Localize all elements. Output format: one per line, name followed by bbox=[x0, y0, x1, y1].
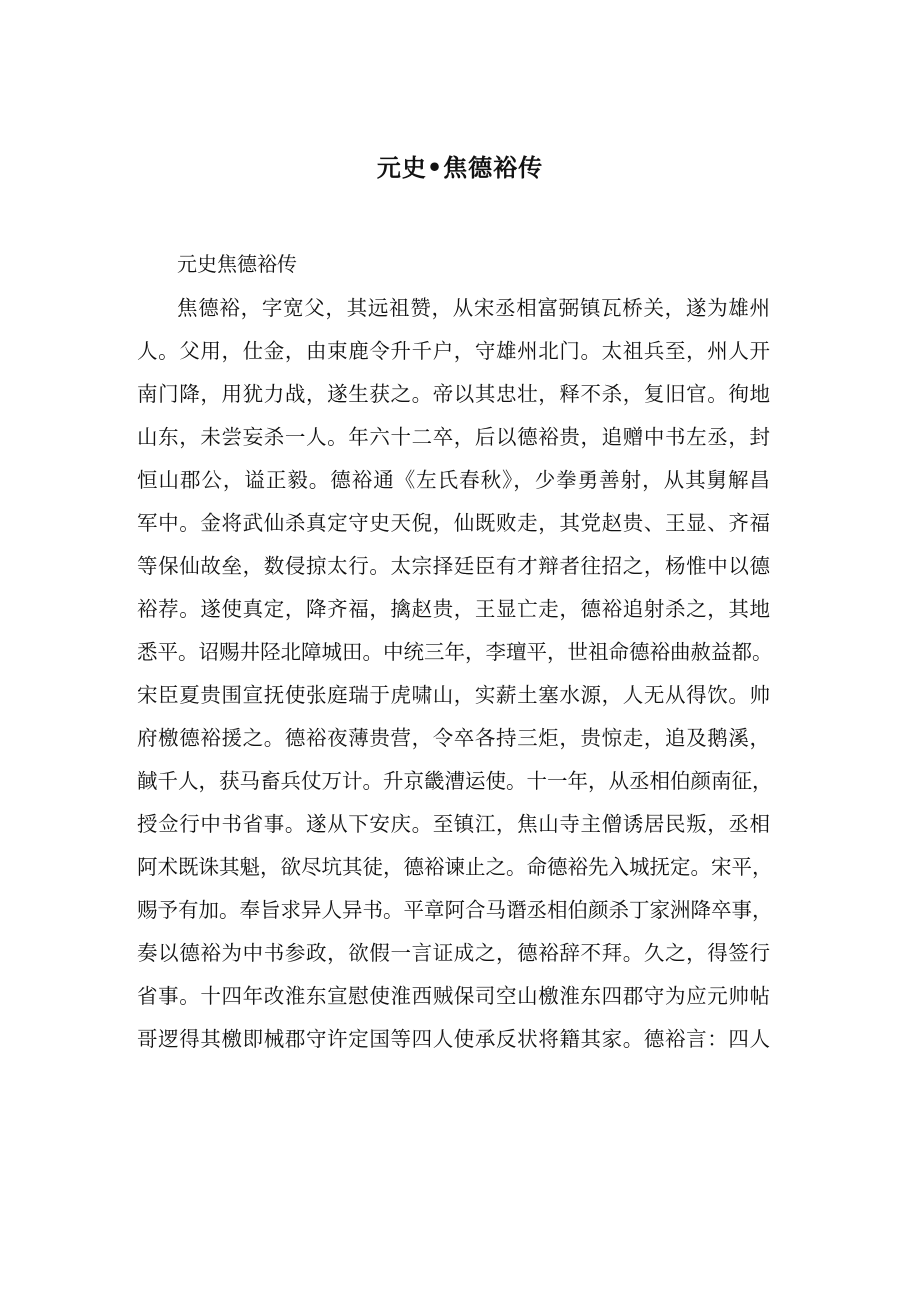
body-line: 授佥行中书省事。遂从下安庆。至镇江，焦山寺主僧诱居民叛，丞相 bbox=[137, 812, 770, 836]
body-line: 阿术既诛其魁，欲尽坑其徒，德裕谏止之。命德裕先入城抚定。宋平， bbox=[137, 855, 773, 879]
body-line: 府檄德裕援之。德裕夜薄贵营，令卒各持三炬，贵惊走，追及鹅溪， bbox=[137, 726, 770, 750]
body-line: 人。父用，仕金，由束鹿令升千户，守雄州北门。太祖兵至，州人开 bbox=[137, 339, 770, 363]
body-line: 等保仙故垒，数侵掠太行。太宗择廷臣有才辩者往招之，杨惟中以德 bbox=[137, 554, 770, 578]
body-line: 馘千人，获马畜兵仗万计。升京畿漕运使。十一年，从丞相伯颜南征， bbox=[137, 769, 773, 793]
body-line: 悉平。诏赐井陉北障城田。中统三年，李璮平，世祖命德裕曲赦益都。 bbox=[137, 640, 773, 664]
body-line: 奏以德裕为中书参政，欲假一言证成之，德裕辞不拜。久之，得签行 bbox=[137, 941, 770, 965]
body-line: 裕荐。遂使真定，降齐福，擒赵贵，王显亡走，德裕追射杀之，其地 bbox=[137, 597, 770, 621]
document-title: 元史•焦德裕传 bbox=[376, 153, 544, 182]
body-line: 哥逻得其檄即械郡守许定国等四人使承反状将籍其家。德裕言：四人 bbox=[137, 1027, 770, 1051]
body-line: 军中。金将武仙杀真定守史天倪，仙既败走，其党赵贵、王显、齐福 bbox=[137, 511, 770, 535]
body-line: 山东，未尝妄杀一人。年六十二卒，后以德裕贵，追赠中书左丞，封 bbox=[137, 425, 770, 449]
body-line: 省事。十四年改淮东宣慰使淮西贼保司空山檄淮东四郡守为应元帅帖 bbox=[137, 984, 770, 1008]
document-subtitle: 元史焦德裕传 bbox=[177, 252, 297, 276]
body-line: 恒山郡公，谥正毅。德裕通《左氏春秋》，少拳勇善射，从其舅解昌 bbox=[137, 468, 770, 492]
document-body bbox=[137, 292, 773, 1066]
body-line: 赐予有加。奉旨求异人异书。平章阿合马谮丞相伯颜杀丁家洲降卒事， bbox=[137, 898, 773, 922]
body-line: 焦德裕，字宽父，其远祖赞，从宋丞相富弼镇瓦桥关，遂为雄州 bbox=[177, 296, 770, 320]
body-line: 南门降，用犹力战，遂生获之。帝以其忠壮，释不杀，复旧官。徇地 bbox=[137, 382, 770, 406]
body-line: 宋臣夏贵围宣抚使张庭瑞于虎啸山，实薪土塞水源，人无从得饮。帅 bbox=[137, 683, 770, 707]
